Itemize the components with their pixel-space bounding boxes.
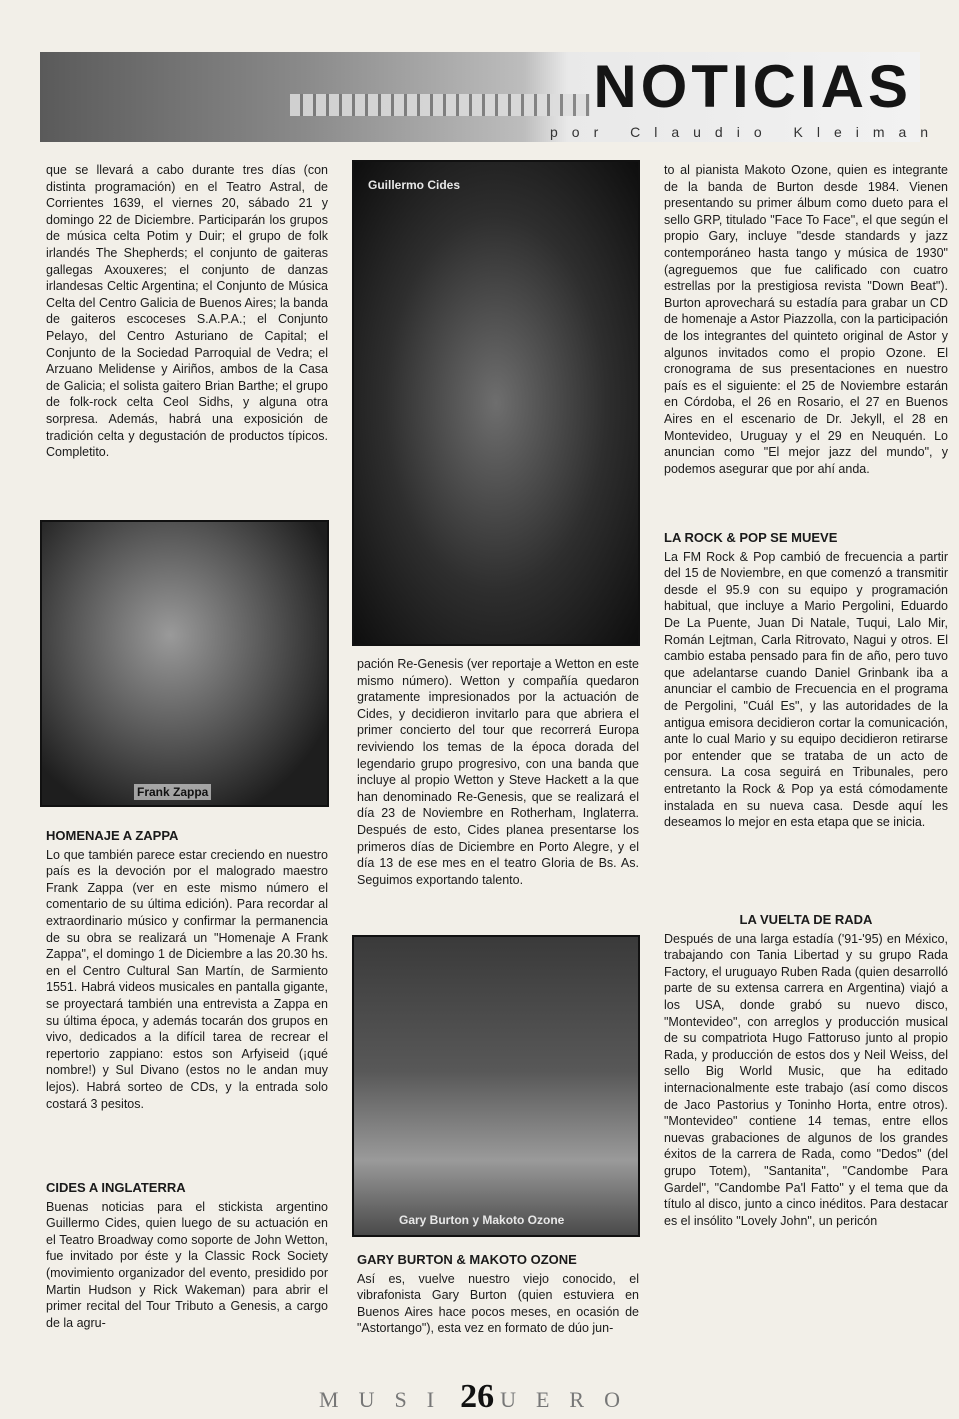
rada-text: Después de una larga estadía ('91-'95) en México, trabajando con Tania Libertad y su grupo Rada Factory, el uruguayo Ruben Rada (quien desarrolló parte de su extensa carrera en Argentina) viajó a los USA, donde grabó su nuevo disco, "Montevideo", con arreglos y producción musical de su compatriota Hugo Fattoruso junto al propio Rada, y producción de estos dos y Neil Weiss, del sello Big World Music, que ha editado internacionalmente este trabajo (así como discos de Jaco Pastorius y Toninho Horta, entre otros). "Montevideo" contiene 14 temas, entre ellos nuevas grabaciones de algunos de los grandes éxitos de la carrera de Rada, como "Dedos" (del grupo Totem), "Santanita", "Candombe Para Gardel", "Candombe Pa'l Fatto" y el tema que da título al disco, junto a cinco inéditos. Para destacar es el insólito "Lovely John", un pericón — [664, 931, 948, 1228]
page-footer — [0, 1378, 959, 1416]
celtic-festival-text: que se llevará a cabo durante tres días (con distinta programación) en el Teatro Astral, de Corrientes 1639, el viernes 20, sábado 21 y domingo 22 de Diciembre. Participarán los grupos de música celta Potim y Duir; el grupo de folk irlandés The Shepherds; el conjunto de gaiteras gallegas Axouxeres; el conjunto de danzas irlandesas Celtic Argentina; el Conjunto de Música Celta del Centro Galicia de Buenos Aires; la banda de gaiteros escoceses S.A.P.A.; el Conjunto Pelayo, del Centro Asturiano de Capital; el Conjunto de la Sociedad Parroquial de Vedra; el Arzuano Melidense y Airiños, ambos de la Casa de Galicia; el solista gaitero Brian Barthe; el grupo de folk-rock celta Ceol Sidhs, y alguna otra sorpresa. Además, habrá una exposición de tradición celta y degustación de productos típicos. Completito. — [46, 163, 328, 460]
section-title: NOTICIAS — [593, 53, 912, 120]
burton-text: Así es, vuelve nuestro viejo conocido, el vibrafonista Gary Burton (quien estuviera en Buenos Aires hace pocos meses, en ocasión de "Astortango"), esta vez en formato de dúo jun- — [357, 1271, 639, 1336]
burton-ozone-photo — [352, 935, 640, 1237]
guitar-photo — [290, 94, 590, 116]
rada-heading: LA VUELTA DE RADA — [739, 912, 873, 927]
cides-photo-caption: Guillermo Cides — [368, 178, 461, 192]
column-1-intro — [46, 162, 328, 461]
rock-pop-text: La FM Rock & Pop cambió de frecuencia a partir del 15 de Noviembre, en que comenzó a transmitir desde el 95.9 con su equipo y programación habitual, que incluye a Mario Pergolini, Eduardo De La Puente, Juan Di Natale, Tuqui, Lalo Mir, Román Lejtman, Carla Ritrovato, Nagui y otros. El cambio estaba pensado para fin de año, pero tuvo que adelantarse cuando Daniel Grinbank iba a anunciar el cambio de Frecuencia en el programa de Pergolini, "Cuál Es", y las autoridades de la antigua emisora decidieron cortar la comunicación, ante lo cual Mario y su equipo decidieron retirarse por entender que se trataba de un acto de censura. La cosa seguirá en Tribunales, pero entretanto la Rock & Pop ya está cómodamente instalada en su nueva casa. Desde aquí les deseamos lo mejor en esta etapa que se inicia. — [664, 549, 948, 830]
cides-text-cont: pación Re-Genesis (ver reportaje a Wetton en este mismo número). Wetton y compañía quedaron gratamente impresionados por la actuación de Cides, y decidieron invitarlo para que abriera el primer concierto del tour que recorrerá Europa reviviendo los temas de la época dorada del legendario grupo progresivo, con una banda que incluye al propio Wetton y Steve Hackett a la que han denominado Re-Genesis, que se realizará el día 23 de Noviembre en Rotherham, Inglaterra. Después de esto, Cides planea presentarse los primeros días de Diciembre en Porto Alegre, y el día 13 de ese mes en el teatro Gloria de Bs. As. Seguimos exportando talento. — [357, 657, 639, 887]
cides-article-cont — [357, 656, 639, 888]
zappa-heading: HOMENAJE A ZAPPA — [46, 828, 179, 843]
zappa-text: Lo que también parece estar creciendo en nuestro país es la devoción por el malogrado maestro Frank Zappa (ver en este mismo número el comentario de su última edición). Para recordar al extraordinario músico y confirmar la permanencia de su obra se realizará un "Homenaje A Frank Zappa", el domingo 1 de Diciembre a las 20.30 hs. en el Centro Cultural San Martín, de Sarmiento 1551. Habrá videos musicales en pantalla gigante, se proyectará también una entrevista a Zappa en su última época, y además tocarán dos grupos en vivo, dedicados a la difícil tarea de recrear el repertorio zappiano: estos son Arfyiseid (¡qué nombre!) y Sul Divano (estos no le andan muy lejos). Habrá sorteo de CDs, y la entrada solo costará 3 pesitos. — [46, 847, 328, 1111]
cides-text: Buenas noticias para el stickista argentino Guillermo Cides, quien luego de su actuación en el Teatro Broadway como soporte de John Wetton, fue invitado por éste y la Classic Rock Society (movimiento organizador del evento, presidido por Martin Hudson y Rick Wakeman) para abrir el primer recital del Tour Tributo a Genesis, a cargo de la agru- — [46, 1199, 328, 1330]
byline: por Claudio Kleiman — [550, 124, 943, 140]
rock-pop-heading: LA ROCK & POP SE MUEVE — [664, 530, 838, 545]
burton-text-cont: to al pianista Makoto Ozone, quien es integrante de la banda de Burton desde 1984. Vienen presentando su primer álbum como dueto para el sello GRP, titulado "Face To Face", el que según el propio Gary, incluye "desde standards y jazz contemporáneo hasta tango y música de 1930" (agreguemos que fue calificado con cuatro estrellas por la prestigiosa revista "Down Beat"). Burton aprovechará su estadía para grabar un CD de homenaje a Astor Piazzolla, con la participación de los integrantes del quinteto original de Astor y algunos invitados como el propio Ozone. El cronograma de sus presentaciones en nuestro país es el siguiente: el 25 de Noviembre estarán en Córdoba, el 26 en Rosario, el 27 en Buenos Aires en el escenario de Dr. Jekyll, el 28 en Montevideo, Uruguay y el 29 en Neuquén. Lo anuncian como "El mejor jazz del mundo", y podemos asegurar que por ahí anda. — [664, 163, 948, 476]
rada-article — [664, 912, 948, 1229]
zappa-article — [46, 828, 328, 1112]
cides-heading: CIDES A INGLATERRA — [46, 1180, 186, 1195]
page-number: 26 — [460, 1378, 495, 1415]
burton-photo-caption: Gary Burton y Makoto Ozone — [399, 1213, 565, 1227]
burton-article — [357, 1252, 639, 1337]
magazine-name-right: UERO — [500, 1387, 640, 1412]
zappa-photo-caption: Frank Zappa — [134, 784, 211, 800]
magazine-name-left: MUSI — [319, 1387, 455, 1412]
cides-photo — [352, 160, 640, 646]
burton-heading: GARY BURTON & MAKOTO OZONE — [357, 1252, 577, 1267]
rock-pop-article — [664, 530, 948, 831]
zappa-photo — [40, 520, 329, 807]
cides-article — [46, 1180, 328, 1331]
burton-article-cont — [664, 162, 948, 477]
